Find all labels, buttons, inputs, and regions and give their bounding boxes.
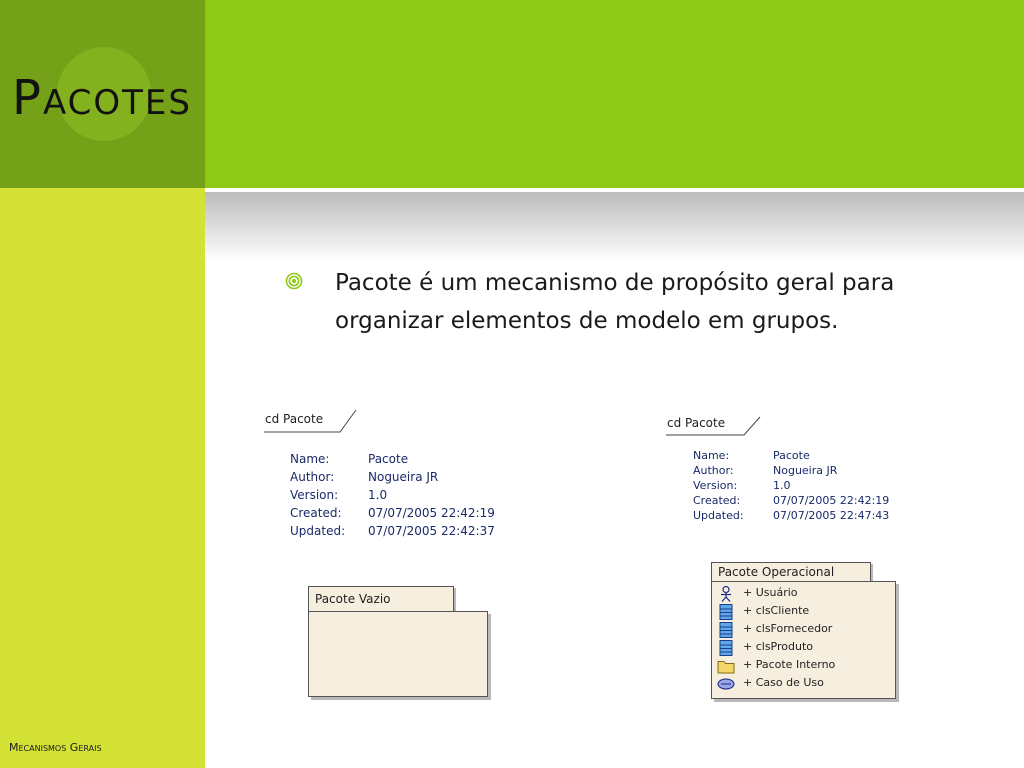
meta-value: 07/07/2005 22:42:19 [368,506,495,520]
frame-label: cd Pacote [667,416,726,430]
meta-key: Author: [290,470,335,484]
meta-value: Pacote [368,452,409,466]
slide-title: Pacotes [12,70,192,126]
meta-key: Updated: [290,524,346,538]
frame-border [660,405,770,441]
meta-value: 1.0 [773,479,791,492]
header-band [205,0,1024,188]
meta-value: Nogueira JR [368,470,439,484]
class-icon [717,604,735,620]
item-label: + Pacote Interno [743,658,836,671]
folder-icon [717,658,735,674]
meta-key: Name: [290,452,330,466]
item-label: + clsProduto [743,640,813,653]
meta-key: Name: [693,449,730,462]
meta-value: 07/07/2005 22:47:43 [773,509,890,522]
diagram-operational-package [660,405,950,705]
item-label: + clsFornecedor [743,622,833,635]
package-tab[interactable]: Pacote Vazio [308,586,454,612]
meta-value: Nogueira JR [773,464,838,477]
bullet-text: Pacote é um mecanismo de propósito geral para organizar elementos de modelo em grupos. [335,270,895,334]
target-bullet-icon [285,272,303,290]
class-icon [717,622,735,638]
actor-icon [717,586,735,602]
meta-value: 07/07/2005 22:42:19 [773,494,890,507]
meta-key: Author: [693,464,734,477]
slide-footer: Mecanismos Gerais [9,741,102,754]
package-body[interactable] [711,581,896,699]
meta-key: Created: [693,494,741,507]
meta-value: 07/07/2005 22:42:37 [368,524,495,538]
frame-label: cd Pacote [265,412,324,426]
package-body[interactable] [308,611,488,697]
frame-border [260,400,370,436]
meta-key: Version: [290,488,339,502]
left-sidebar-band [0,188,205,768]
diagram-empty-package [260,400,520,700]
package-tab[interactable]: Pacote Operacional [711,562,871,582]
class-icon [717,640,735,656]
meta-value: Pacote [773,449,810,462]
use-case-icon [717,676,735,692]
item-label: + clsCliente [743,604,810,617]
meta-key: Version: [693,479,738,492]
item-label: + Caso de Uso [743,676,824,689]
item-label: + Usuário [743,586,798,599]
meta-value: 1.0 [368,488,388,502]
header-shadow [205,192,1024,262]
meta-key: Created: [290,506,342,520]
meta-key: Updated: [693,509,744,522]
